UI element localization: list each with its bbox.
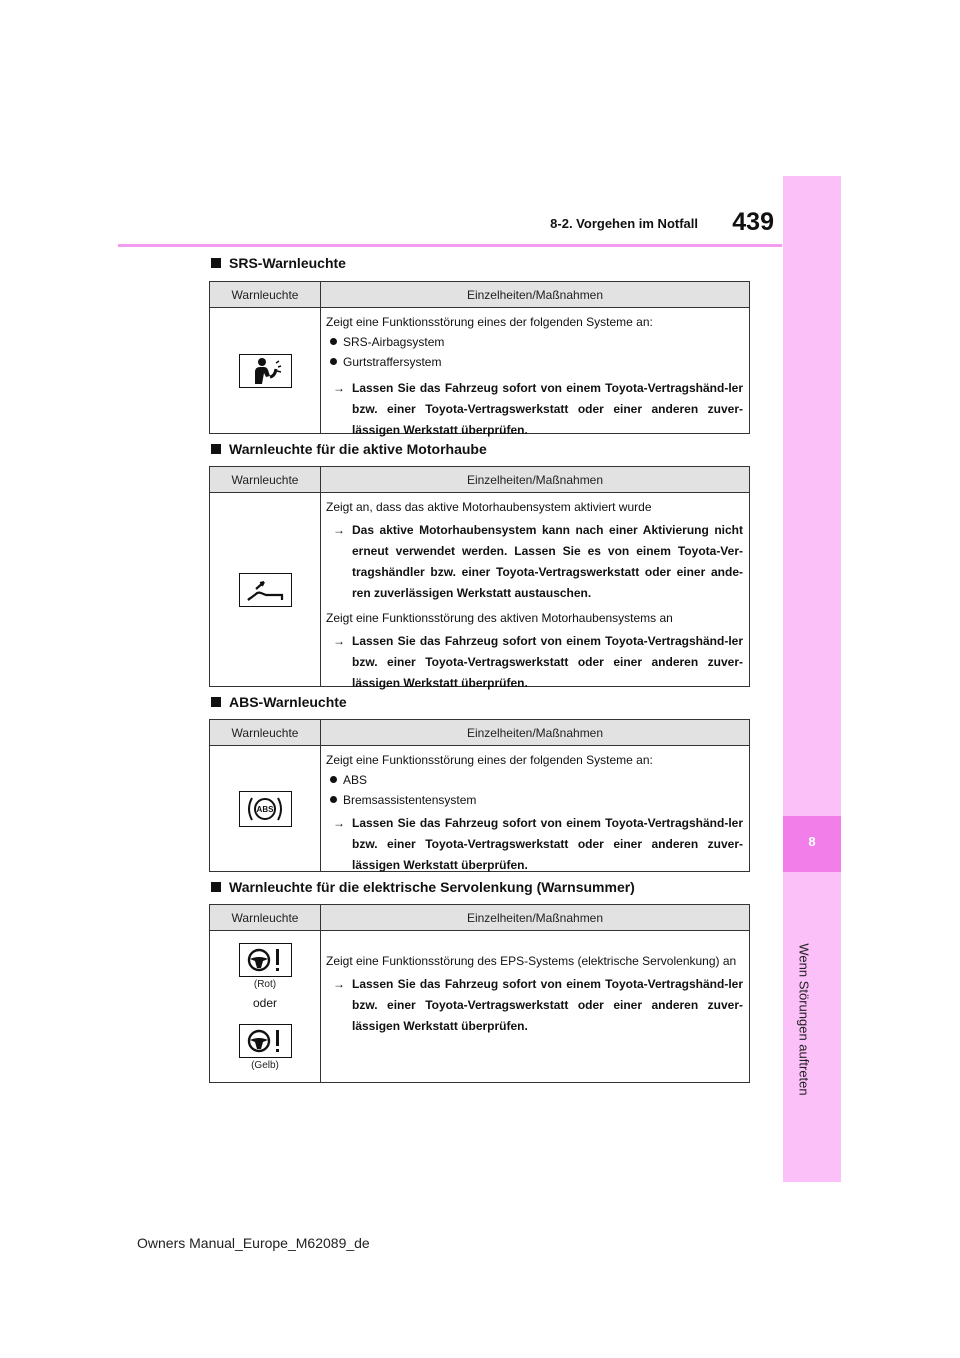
table-eps <box>209 904 750 1083</box>
warning-light-cell <box>210 746 321 871</box>
warning-light-cell <box>210 931 321 1082</box>
details-intro: Zeigt an, dass das aktive Motorhaubensystem aktiviert wurde <box>326 500 652 514</box>
chapter-side-tab <box>783 176 841 1182</box>
icon-caption-red: (Rot) <box>253 978 277 990</box>
section-title-text: ABS-Warnleuchte <box>229 694 347 710</box>
table-row <box>210 493 749 690</box>
bullet-dot <box>330 796 337 803</box>
col-header-details: Einzelheiten/Maßnahmen <box>466 725 604 740</box>
table-hood <box>209 466 750 690</box>
section-bullet-square <box>211 697 221 707</box>
warning-light-cell <box>210 308 321 433</box>
bullet-dot <box>330 358 337 365</box>
details-cell <box>321 493 749 690</box>
section-title-eps <box>211 879 635 895</box>
arrow-icon: → <box>333 381 345 395</box>
section-title-text: SRS-Warnleuchte <box>229 255 346 271</box>
svg-text:ABS: ABS <box>256 804 274 814</box>
chapter-side-label: Wenn Störungen auftreten <box>796 943 812 1096</box>
section-title-hood <box>211 441 487 457</box>
action-text: → Lassen Sie das Fahrzeug sofort von einem Toyota-Vertragshänd-ler bzw. einer Toyota-Vertragswerkstatt oder einer anderen zuver-lässigen Werkstatt überprüfen. <box>326 378 743 441</box>
table-header <box>210 467 749 493</box>
pop-up-hood-icon <box>239 573 292 607</box>
details-cell <box>321 308 749 437</box>
section-bullet-square <box>211 882 221 892</box>
arrow-icon: → <box>333 977 345 991</box>
details-intro: Zeigt eine Funktionsstörung des aktiven Motorhaubensystems an <box>326 611 673 625</box>
details-cell <box>321 746 749 871</box>
table-row <box>210 308 749 437</box>
section-title-abs <box>211 694 347 710</box>
table-header <box>210 282 749 308</box>
col-header-warnleuchte: Warnleuchte <box>210 467 321 492</box>
bullet-dot <box>330 776 337 783</box>
action-text: → Das aktive Motorhaubensystem kann nach einer Aktivierung nicht erneut verwendet werden. Lassen Sie es von einem Toyota-Ver-tragshändler bzw. einer Toyota-Vertragswerkstatt oder einer ande-ren zuverlässigen Werkstatt austauschen. <box>326 520 743 604</box>
section-title-text: Warnleuchte für die elektrische Servolenkung (Warnsummer) <box>229 879 635 895</box>
page-number: 439 <box>732 208 774 236</box>
table-header <box>210 720 749 746</box>
details-intro: Zeigt eine Funktionsstörung des EPS-Systems (elektrische Servolenkung) an <box>326 954 737 968</box>
details-cell <box>321 931 749 1082</box>
details-intro: Zeigt eine Funktionsstörung eines der folgenden Systeme an: <box>326 315 653 329</box>
header-divider <box>118 244 782 247</box>
section-bullet-square <box>211 258 221 268</box>
col-header-details: Einzelheiten/Maßnahmen <box>466 287 604 302</box>
list-item: ABS <box>326 770 743 790</box>
steering-warning-icon-yellow <box>239 1024 292 1058</box>
abs-icon <box>239 791 292 827</box>
list-item: Bremsassistentensystem <box>326 790 743 810</box>
action-text: → Lassen Sie das Fahrzeug sofort von einem Toyota-Vertragshänd-ler bzw. einer Toyota-Vertragswerkstatt oder einer anderen zuver-lässigen Werkstatt überprüfen. <box>326 813 743 876</box>
action-text: → Lassen Sie das Fahrzeug sofort von einem Toyota-Vertragshänd-ler bzw. einer Toyota-Vertragswerkstatt oder einer anderen zuver-lässigen Werkstatt überprüfen. <box>326 974 743 1037</box>
or-text: oder <box>252 995 278 1010</box>
col-header-details: Einzelheiten/Maßnahmen <box>466 472 604 487</box>
table-srs <box>209 281 750 437</box>
arrow-icon: → <box>333 523 345 537</box>
section-bullet-square <box>211 444 221 454</box>
list-item: SRS-Airbagsystem <box>326 332 743 352</box>
section-title-srs <box>211 255 346 271</box>
col-header-warnleuchte: Warnleuchte <box>210 282 321 307</box>
warning-light-cell <box>210 493 321 686</box>
icon-caption-yellow: (Gelb) <box>251 1059 279 1071</box>
footer-doc-id: Owners Manual_Europe_M62089_de <box>137 1235 370 1251</box>
col-header-warnleuchte: Warnleuchte <box>210 905 321 930</box>
section-title-text: Warnleuchte für die aktive Motorhaube <box>229 441 487 457</box>
chapter-number: 8 <box>808 834 816 849</box>
srs-airbag-icon <box>239 354 292 388</box>
table-header <box>210 905 749 931</box>
col-header-details: Einzelheiten/Maßnahmen <box>466 910 604 925</box>
action-text: → Lassen Sie das Fahrzeug sofort von einem Toyota-Vertragshänd-ler bzw. einer Toyota-Vertragswerkstatt oder einer anderen zuver-lässigen Werkstatt überprüfen. <box>326 631 743 694</box>
arrow-icon: → <box>333 634 345 648</box>
list-item: Gurtstraffersystem <box>326 352 743 372</box>
arrow-icon: → <box>333 816 345 830</box>
details-intro: Zeigt eine Funktionsstörung eines der folgenden Systeme an: <box>326 753 653 767</box>
bullet-dot <box>330 338 337 345</box>
table-abs <box>209 719 750 872</box>
table-row <box>210 746 749 871</box>
table-row <box>210 931 749 1082</box>
steering-warning-icon-red <box>239 943 292 977</box>
col-header-warnleuchte: Warnleuchte <box>210 720 321 745</box>
chapter-title: 8-2. Vorgehen im Notfall <box>550 216 698 231</box>
